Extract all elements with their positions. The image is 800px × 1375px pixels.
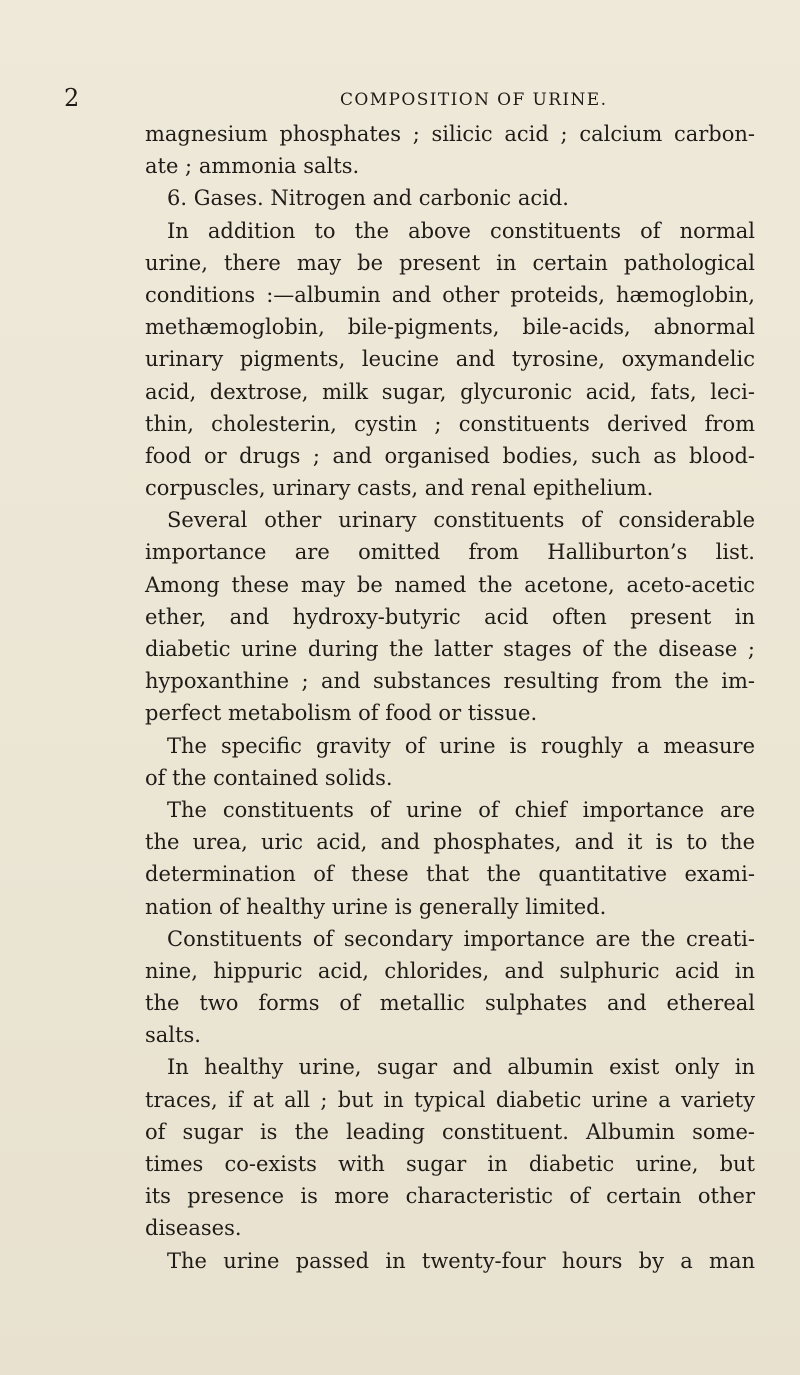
page-header [0, 84, 800, 114]
text-line: diseases. [145, 1216, 242, 1241]
text-line: determination of these that the quantitative exami- [145, 862, 755, 887]
text-line: thin, cholesterin, cystin ; constituents derived from [145, 411, 755, 436]
text-line: urine, there may be present in certain pathological [145, 250, 755, 275]
text-line: of sugar is the leading constituent. Albumin some- [145, 1119, 755, 1144]
text-line: Among these may be named the acetone, aceto-acetic [145, 572, 755, 597]
text-line: ate ; ammonia salts. [145, 154, 360, 179]
text-line: food or drugs ; and organised bodies, such as blood- [145, 443, 755, 468]
text-line: perfect metabolism of food or tissue. [145, 701, 538, 726]
text-line: the urea, uric acid, and phosphates, and it is to the [145, 830, 755, 855]
page-number: 2 [64, 84, 80, 112]
text-line: traces, if at all ; but in typical diabetic urine a variety [145, 1087, 755, 1112]
text-line: magnesium phosphates ; silicic acid ; calcium carbon- [145, 122, 755, 146]
text-line: hypoxanthine ; and substances resulting from the im- [145, 669, 755, 694]
running-head: COMPOSITION OF URINE. [340, 90, 608, 110]
text-line: Constituents of secondary importance are the creati- [167, 926, 755, 951]
text-line: 6. Gases. Nitrogen and carbonic acid. [167, 186, 569, 211]
text-line: The constituents of urine of chief importance are [167, 797, 755, 822]
text-line: corpuscles, urinary casts, and renal epithelium. [145, 476, 654, 501]
text-line: importance are omitted from Halliburton’s list. [145, 540, 755, 565]
text-line: of the contained solids. [145, 765, 393, 790]
text-line: nation of healthy urine is generally limited. [145, 894, 607, 919]
text-line: The urine passed in twenty-four hours by a man [167, 1248, 755, 1273]
text-line: acid, dextrose, milk sugar, glycuronic acid, fats, leci- [145, 379, 755, 404]
text-line: nine, hippuric acid, chlorides, and sulphuric acid in [145, 958, 755, 983]
text-line: ether, and hydroxy-butyric acid often present in [145, 604, 755, 629]
text-line: urinary pigments, leucine and tyrosine, oxymandelic [145, 347, 755, 372]
text-line: methæmoglobin, bile-pigments, bile-acids, abnormal [145, 315, 755, 340]
text-line: In healthy urine, sugar and albumin exist only in [167, 1055, 755, 1080]
text-line: its presence is more characteristic of certain other [145, 1184, 755, 1209]
text-line: times co-exists with sugar in diabetic urine, but [145, 1152, 755, 1176]
text-line: In addition to the above constituents of normal [167, 218, 755, 243]
text-line: Several other urinary constituents of considerable [167, 508, 755, 533]
text-line: the two forms of metallic sulphates and ethereal [145, 991, 755, 1016]
text-line: diabetic urine during the latter stages of the disease ; [145, 637, 755, 661]
body-text [145, 118, 755, 1277]
text-line: salts. [145, 1023, 201, 1048]
text-line: The specific gravity of urine is roughly a measure [167, 733, 755, 758]
text-line: conditions :—albumin and other proteids, hæmoglobin, [145, 282, 755, 307]
